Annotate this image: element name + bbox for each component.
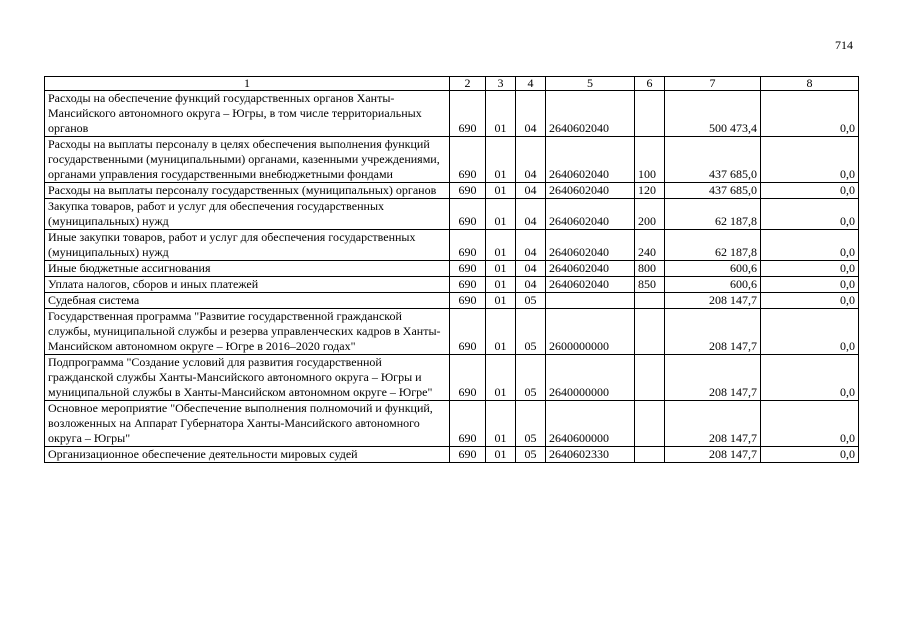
amount-cell: 600,6 <box>665 261 761 277</box>
expense-name-cell: Уплата налогов, сборов и иных платежей <box>45 277 450 293</box>
subsection-code-cell: 04 <box>516 199 546 230</box>
ministry-code-cell: 690 <box>450 183 486 199</box>
header-cell: 3 <box>486 77 516 91</box>
section-code-cell: 01 <box>486 91 516 137</box>
amount-cell: 208 147,7 <box>665 447 761 463</box>
subsection-code-cell: 04 <box>516 261 546 277</box>
expense-type-cell: 240 <box>635 230 665 261</box>
budget-table <box>44 76 859 463</box>
target-article-cell: 2640602040 <box>546 91 635 137</box>
subsection-code-cell: 05 <box>516 293 546 309</box>
amount-cell: 437 685,0 <box>665 137 761 183</box>
col8-amount-cell: 0,0 <box>761 183 859 199</box>
expense-type-cell <box>635 355 665 401</box>
expense-name-cell: Расходы на выплаты персоналу государственных (муниципальных) органов <box>45 183 450 199</box>
section-code-cell: 01 <box>486 401 516 447</box>
table-row <box>45 293 859 309</box>
table-row <box>45 230 859 261</box>
expense-type-cell <box>635 91 665 137</box>
ministry-code-cell: 690 <box>450 277 486 293</box>
expense-name-cell: Иные бюджетные ассигнования <box>45 261 450 277</box>
section-code-cell: 01 <box>486 293 516 309</box>
expense-name-cell: Расходы на выплаты персоналу в целях обеспечения выполнения функций государственными (муниципальными) органами, казенными учреждениями, органами управления государственными внебюджетными фондами <box>45 137 450 183</box>
col8-amount-cell: 0,0 <box>761 277 859 293</box>
col8-amount-cell: 0,0 <box>761 447 859 463</box>
ministry-code-cell: 690 <box>450 91 486 137</box>
target-article-cell: 2640602040 <box>546 277 635 293</box>
table-row <box>45 277 859 293</box>
ministry-code-cell: 690 <box>450 137 486 183</box>
expense-type-cell <box>635 293 665 309</box>
amount-cell: 62 187,8 <box>665 199 761 230</box>
subsection-code-cell: 04 <box>516 91 546 137</box>
target-article-cell: 2640000000 <box>546 355 635 401</box>
table-row <box>45 91 859 137</box>
subsection-code-cell: 04 <box>516 230 546 261</box>
expense-type-cell: 100 <box>635 137 665 183</box>
target-article-cell: 2640602040 <box>546 230 635 261</box>
ministry-code-cell: 690 <box>450 447 486 463</box>
expense-type-cell: 800 <box>635 261 665 277</box>
header-cell: 1 <box>45 77 450 91</box>
table-row <box>45 261 859 277</box>
section-code-cell: 01 <box>486 183 516 199</box>
section-code-cell: 01 <box>486 355 516 401</box>
section-code-cell: 01 <box>486 309 516 355</box>
amount-cell: 208 147,7 <box>665 401 761 447</box>
ministry-code-cell: 690 <box>450 355 486 401</box>
amount-cell: 208 147,7 <box>665 309 761 355</box>
target-article-cell: 2640602040 <box>546 261 635 277</box>
subsection-code-cell: 05 <box>516 401 546 447</box>
target-article-cell: 2640602040 <box>546 183 635 199</box>
table-row <box>45 447 859 463</box>
amount-cell: 208 147,7 <box>665 355 761 401</box>
ministry-code-cell: 690 <box>450 261 486 277</box>
col8-amount-cell: 0,0 <box>761 137 859 183</box>
col8-amount-cell: 0,0 <box>761 355 859 401</box>
table-row <box>45 183 859 199</box>
amount-cell: 600,6 <box>665 277 761 293</box>
ministry-code-cell: 690 <box>450 309 486 355</box>
expense-name-cell: Подпрограмма "Создание условий для развития государственной гражданской службы Ханты-Мансийского автономного округа – Югры и муниципальной службы в Ханты-Мансийском автономном округе – Югре" <box>45 355 450 401</box>
target-article-cell: 2640602040 <box>546 137 635 183</box>
ministry-code-cell: 690 <box>450 293 486 309</box>
subsection-code-cell: 05 <box>516 447 546 463</box>
col8-amount-cell: 0,0 <box>761 309 859 355</box>
expense-name-cell: Иные закупки товаров, работ и услуг для обеспечения государственных (муниципальных) нужд <box>45 230 450 261</box>
table-row <box>45 309 859 355</box>
page-number: 714 <box>835 38 853 52</box>
expense-name-cell: Закупка товаров, работ и услуг для обеспечения государственных (муниципальных) нужд <box>45 199 450 230</box>
target-article-cell: 2640600000 <box>546 401 635 447</box>
header-cell: 2 <box>450 77 486 91</box>
header-cell: 5 <box>546 77 635 91</box>
subsection-code-cell: 04 <box>516 137 546 183</box>
expense-type-cell: 120 <box>635 183 665 199</box>
subsection-code-cell: 04 <box>516 183 546 199</box>
expense-type-cell: 200 <box>635 199 665 230</box>
target-article-cell <box>546 293 635 309</box>
section-code-cell: 01 <box>486 230 516 261</box>
header-cell: 6 <box>635 77 665 91</box>
target-article-cell: 2640602040 <box>546 199 635 230</box>
table-row <box>45 355 859 401</box>
expense-type-cell: 850 <box>635 277 665 293</box>
header-cell: 7 <box>665 77 761 91</box>
expense-type-cell <box>635 401 665 447</box>
ministry-code-cell: 690 <box>450 230 486 261</box>
table-row <box>45 401 859 447</box>
amount-cell: 437 685,0 <box>665 183 761 199</box>
section-code-cell: 01 <box>486 199 516 230</box>
ministry-code-cell: 690 <box>450 401 486 447</box>
header-cell: 8 <box>761 77 859 91</box>
section-code-cell: 01 <box>486 277 516 293</box>
section-code-cell: 01 <box>486 261 516 277</box>
amount-cell: 500 473,4 <box>665 91 761 137</box>
expense-name-cell: Основное мероприятие "Обеспечение выполнения полномочий и функций, возложенных на Аппарат Губернатора Ханты-Мансийского автономного округа – Югры" <box>45 401 450 447</box>
table-row <box>45 199 859 230</box>
subsection-code-cell: 05 <box>516 309 546 355</box>
table-header-row <box>45 77 859 91</box>
expense-name-cell: Судебная система <box>45 293 450 309</box>
ministry-code-cell: 690 <box>450 199 486 230</box>
section-code-cell: 01 <box>486 137 516 183</box>
col8-amount-cell: 0,0 <box>761 293 859 309</box>
amount-cell: 208 147,7 <box>665 293 761 309</box>
expense-name-cell: Организационное обеспечение деятельности мировых судей <box>45 447 450 463</box>
col8-amount-cell: 0,0 <box>761 199 859 230</box>
table-row <box>45 137 859 183</box>
col8-amount-cell: 0,0 <box>761 230 859 261</box>
col8-amount-cell: 0,0 <box>761 91 859 137</box>
expense-type-cell <box>635 309 665 355</box>
expense-name-cell: Государственная программа "Развитие государственной гражданской службы, муниципальной службы и резерва управленческих кадров в Ханты-Мансийском автономном округе – Югре в 2016–2020 годах" <box>45 309 450 355</box>
amount-cell: 62 187,8 <box>665 230 761 261</box>
subsection-code-cell: 05 <box>516 355 546 401</box>
expense-name-cell: Расходы на обеспечение функций государственных органов Ханты-Мансийского автономного округа – Югры, в том числе территориальных органов <box>45 91 450 137</box>
header-cell: 4 <box>516 77 546 91</box>
expense-type-cell <box>635 447 665 463</box>
target-article-cell: 2600000000 <box>546 309 635 355</box>
col8-amount-cell: 0,0 <box>761 401 859 447</box>
col8-amount-cell: 0,0 <box>761 261 859 277</box>
subsection-code-cell: 04 <box>516 277 546 293</box>
section-code-cell: 01 <box>486 447 516 463</box>
target-article-cell: 2640602330 <box>546 447 635 463</box>
